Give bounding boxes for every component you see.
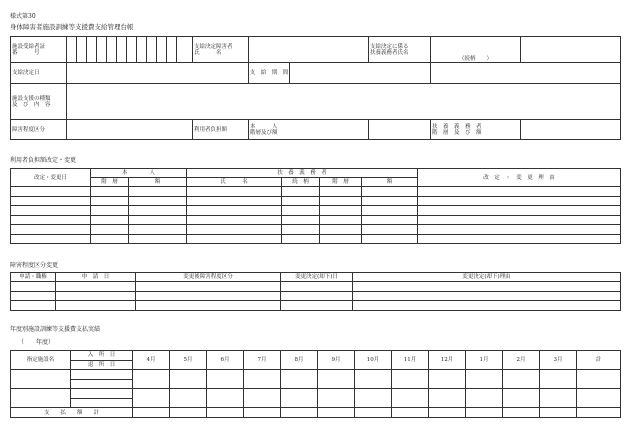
col-change-reason: 改 定 ・ 変 更 理 由 xyxy=(418,169,621,187)
col-self: 本 人 xyxy=(91,169,187,178)
col-self-level: 階 層 xyxy=(91,178,129,187)
table-row xyxy=(11,234,621,244)
table-row xyxy=(11,196,621,206)
table-row xyxy=(11,225,621,235)
disability-change-table xyxy=(10,272,621,311)
col-decision-date: 変更決定(却下)日 xyxy=(281,273,353,282)
decision-date-label: 支給決定日 xyxy=(11,63,67,84)
service-type-label: 施設支援の種類 及 び 内 容 xyxy=(11,84,67,120)
recipient-number-digit xyxy=(167,37,177,63)
table-row xyxy=(11,187,621,197)
self-burden-value xyxy=(369,120,431,140)
payment-total-label: 支 払 額 計 xyxy=(11,408,133,418)
guardian-burden-value xyxy=(521,120,621,140)
self-burden-label: 本 人 階層及び額 xyxy=(249,120,369,140)
col-total: 計 xyxy=(577,351,621,370)
table-row xyxy=(11,206,621,216)
page-title: 身体障害者施設訓練等支援費支給管理台帳 xyxy=(10,23,134,31)
section-disability-change-title: 障害程度区分変更 xyxy=(10,262,59,269)
recipient-number-digit xyxy=(87,37,97,63)
recipient-number-digit xyxy=(97,37,107,63)
guardian-name-value xyxy=(431,37,521,63)
col-apply-date: 申 請 日 xyxy=(56,273,136,282)
recipient-number-digit xyxy=(107,37,117,63)
recipient-number-digit xyxy=(117,37,127,63)
recipient-number-digit xyxy=(177,37,193,63)
table-row xyxy=(11,215,621,225)
recipient-name-value xyxy=(249,37,369,63)
disability-level-value xyxy=(67,120,193,140)
col-facility: 指定施設名 xyxy=(11,351,71,370)
form-number: 様式第30 xyxy=(10,13,36,20)
col-month: 8月 xyxy=(281,351,318,370)
guardian-extra xyxy=(521,37,621,63)
col-guardian: 扶 養 義 務 者 xyxy=(187,169,418,178)
col-decision-reason: 変更決定(却下)理由 xyxy=(353,273,621,282)
col-new-level: 変更後障害程度区分 xyxy=(136,273,281,282)
recipient-number-digit xyxy=(127,37,137,63)
disability-level-label: 障害程度区分 xyxy=(11,120,67,140)
col-month: 5月 xyxy=(170,351,207,370)
service-type-value xyxy=(67,84,621,120)
col-change-date: 改定・変更日 xyxy=(11,169,91,187)
section-payment-title: 年度別施設訓練等支援費支払実績 xyxy=(10,326,101,333)
col-admission-date: 入 所 日 xyxy=(71,351,133,361)
table-row xyxy=(11,389,621,399)
decision-date-value xyxy=(67,63,249,84)
table-row xyxy=(11,370,621,380)
recipient-number-digit xyxy=(137,37,147,63)
relation-label: （続柄 ） xyxy=(458,56,492,62)
burden-change-table xyxy=(10,168,621,244)
info-table xyxy=(10,36,621,140)
section-burden-change-title: 利用者負担額改定・変更 xyxy=(10,157,77,164)
col-month: 1月 xyxy=(466,351,503,370)
col-month: 3月 xyxy=(540,351,577,370)
recipient-number-digit xyxy=(67,37,77,63)
payment-table xyxy=(10,350,621,418)
guardian-name-label: 支給決定に係る 扶養義務者氏名 xyxy=(369,37,431,63)
col-guardian-name: 氏 名 xyxy=(187,178,282,187)
table-row xyxy=(11,301,621,311)
recipient-number-label: 施設受給者証 番 号 xyxy=(11,37,67,63)
guardian-burden-label: 扶 養 義 務 者 階 層 及 び 額 xyxy=(431,120,521,140)
col-month: 10月 xyxy=(355,351,392,370)
col-apply-type: 申請・職権 xyxy=(11,273,56,282)
col-month: 6月 xyxy=(207,351,244,370)
col-month: 11月 xyxy=(392,351,429,370)
payment-total-row xyxy=(11,408,621,418)
recipient-number-digit xyxy=(147,37,157,63)
col-guardian-level: 階 層 xyxy=(320,178,362,187)
col-month: 4月 xyxy=(133,351,170,370)
col-month: 7月 xyxy=(244,351,281,370)
fiscal-year-label: （ 年度） xyxy=(18,339,55,346)
col-discharge-date: 退 所 日 xyxy=(71,360,133,370)
recipient-name-label: 支給決定障害者 氏 名 xyxy=(193,37,249,63)
col-guardian-amount: 額 xyxy=(362,178,418,187)
col-self-amount: 額 xyxy=(129,178,187,187)
col-month: 12月 xyxy=(429,351,466,370)
burden-label: 利用者負担額 xyxy=(193,120,249,140)
col-month: 9月 xyxy=(318,351,355,370)
recipient-number-digit xyxy=(77,37,87,63)
recipient-number-digit xyxy=(157,37,167,63)
col-month: 2月 xyxy=(503,351,540,370)
table-row xyxy=(11,282,621,292)
table-row xyxy=(11,291,621,301)
period-value xyxy=(431,63,621,84)
period-label: 支 給 期 間 xyxy=(249,63,431,84)
col-guardian-relation: 続 柄 xyxy=(282,178,320,187)
